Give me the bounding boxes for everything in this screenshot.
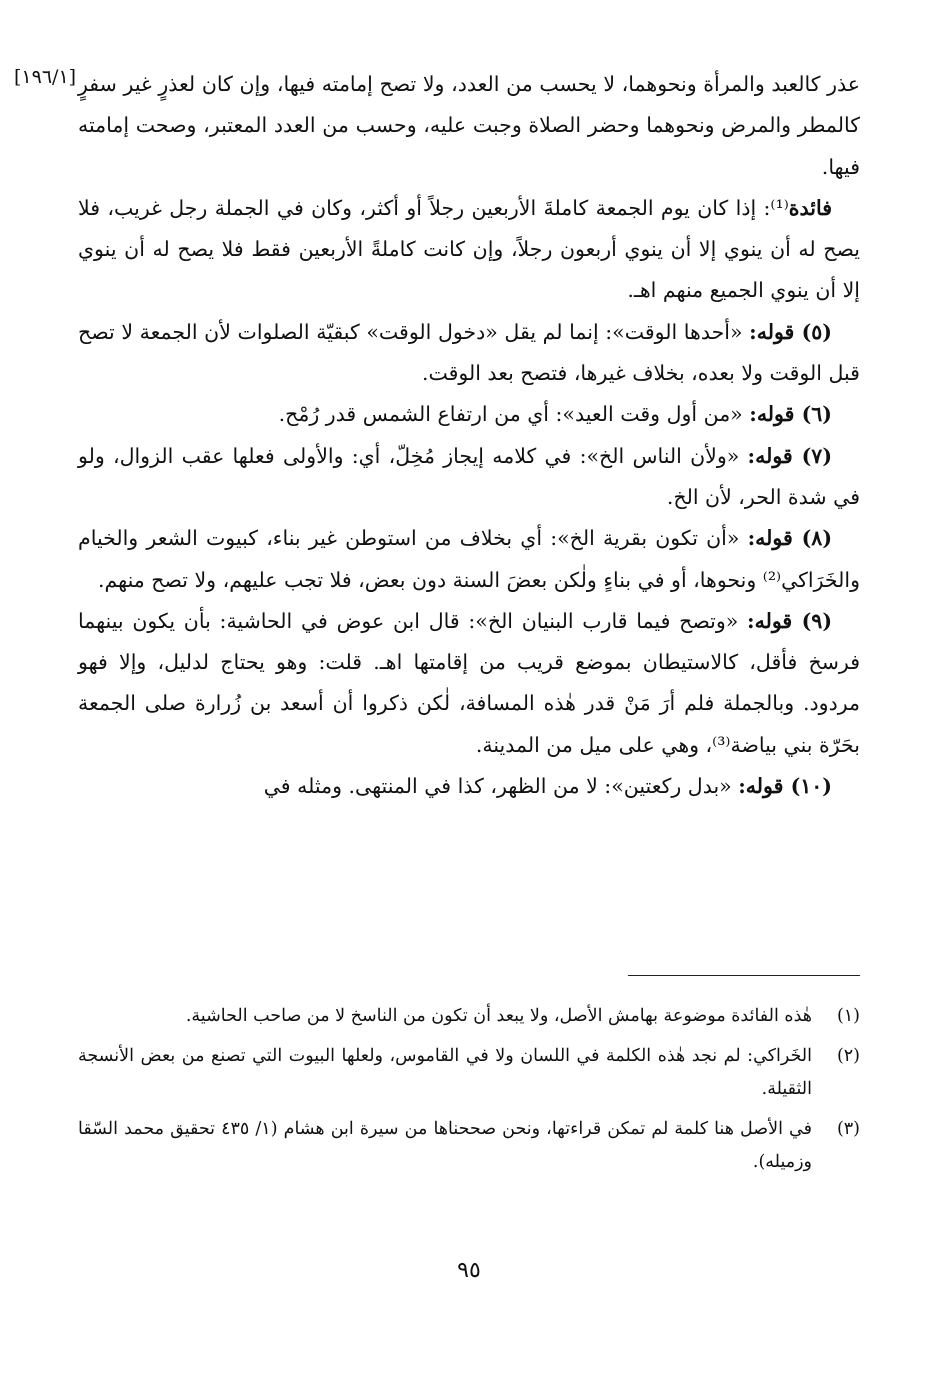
footnote-number: (٣): [836, 1119, 860, 1139]
paragraph-text: «أحدها الوقت»: إنما لم يقل «دخول الوقت» كبقيّة الصلوات لأن الجمعة لا تصح قبل الوقت ولا بعده، بخلاف غيرها، فتصح بعد الوقت.: [78, 319, 860, 386]
footnotes: [78, 1000, 860, 1186]
footnote: [78, 1113, 860, 1179]
footnote-number: (٢): [836, 1046, 860, 1066]
footnote-text: في الأصل هنا كلمة لم تمكن قراءتها، ونحن صححناها من سيرة ابن هشام (١/ ٤٣٥ تحقيق محمد السّقا وزميله).: [78, 1119, 813, 1172]
footnote-text: هٰذه الفائدة موضوعة بهامش الأصل، ولا يبعد أن تكون من الناسخ لا من صاحب الحاشية.: [185, 1006, 812, 1026]
paragraph-10: [78, 766, 860, 807]
paragraph-lead: فائدة: [788, 195, 833, 220]
paragraph-7: [78, 436, 860, 519]
footnote-separator: [628, 975, 860, 976]
margin-reference: [١٩٦/١]: [14, 66, 77, 88]
page-number: ٩٥: [457, 1258, 481, 1283]
paragraph-text: «وتصح فيما قارب البنيان الخ»: قال ابن عوض في الحاشية: بأن يكون بينهما فرسخ فأقل، كالاستيطان بموضع قريب من إقامتها اهـ. قلت: وهو يحتاج لدليل، وإلا فهو مردود. وبالجملة فلم أرَ مَنْ قدر هٰذه المسافة، لٰكن ذكروا أن أسعد بن زُرارة صلى الجمعة بحَرّة بني بياضة⁽³⁾، وهي على ميل من المدينة.: [78, 608, 860, 757]
paragraph-text: عذر كالعبد والمرأة ونحوهما، لا يحسب من العدد، ولا تصح إمامته فيها، وإن كان لعذرٍ غير سفرٍ كالمطر والمرض ونحوهما وحضر الصلاة وجبت عليه، وحسب من العدد المعتبر، وصحت إمامته فيها.: [78, 72, 860, 179]
paragraph-lead: (٧) قوله:: [747, 443, 833, 468]
paragraph-text: «بدل ركعتين»: لا من الظهر، كذا في المنتهى. ومثله في: [263, 774, 739, 799]
paragraph-lead: (٨) قوله:: [747, 526, 833, 551]
paragraph-8: [78, 518, 860, 601]
paragraph-note: [78, 188, 860, 312]
paragraph-lead: (٦) قوله:: [749, 402, 832, 427]
paragraph-5: [78, 312, 860, 395]
paragraph-text: «من أول وقت العيد»: أي من ارتفاع الشمس قدر رُمْح.: [278, 402, 750, 427]
paragraph-lead: (١٠) قوله:: [738, 774, 832, 799]
footnote: [78, 1040, 860, 1106]
footnote-text: الخَراكي: لم نجد هٰذه الكلمة في اللسان ولا في القاموس، ولعلها البيوت التي تصنع من بعض الأنسجة الثقيلة.: [78, 1046, 812, 1099]
paragraph-continuation: [78, 64, 860, 188]
paragraph-9: [78, 601, 860, 766]
footnote-number: (١): [836, 1006, 860, 1026]
paragraph-lead: (٥) قوله:: [749, 319, 832, 344]
paragraph-lead: (٩) قوله:: [747, 608, 833, 633]
paragraph-text: ⁽¹⁾: إذا كان يوم الجمعة كاملةَ الأربعين رجلاً أو أكثر، وكان في الجملة رجل غريب، فلا يصح له أن ينوي إلا أن ينوي أربعون رجلاً، وإن كانت كاملةً الأربعين فقط فلا يصح له أن ينوي إلا أن ينوي الجميع منهم اهـ.: [78, 195, 860, 303]
main-text: [78, 64, 860, 807]
footnote: [78, 1000, 860, 1033]
paragraph-text: «أن تكون بقرية الخ»: أي بخلاف من استوطن غير بناء، كبيوت الشعر والخيام والخَرَاكي⁽²⁾ ونحوها، أو في بناءٍ ولٰكن بعضَ السنة دون بعض، فلا تجب عليهم، ولا تصح منهم.: [78, 526, 860, 592]
paragraph-text: «ولأن الناس الخ»: في كلامه إيجاز مُخِلّ، أي: والأولى فعلها عقب الزوال، ولو في شدة الحر، لأن الخ.: [78, 443, 860, 509]
paragraph-6: [78, 394, 860, 435]
